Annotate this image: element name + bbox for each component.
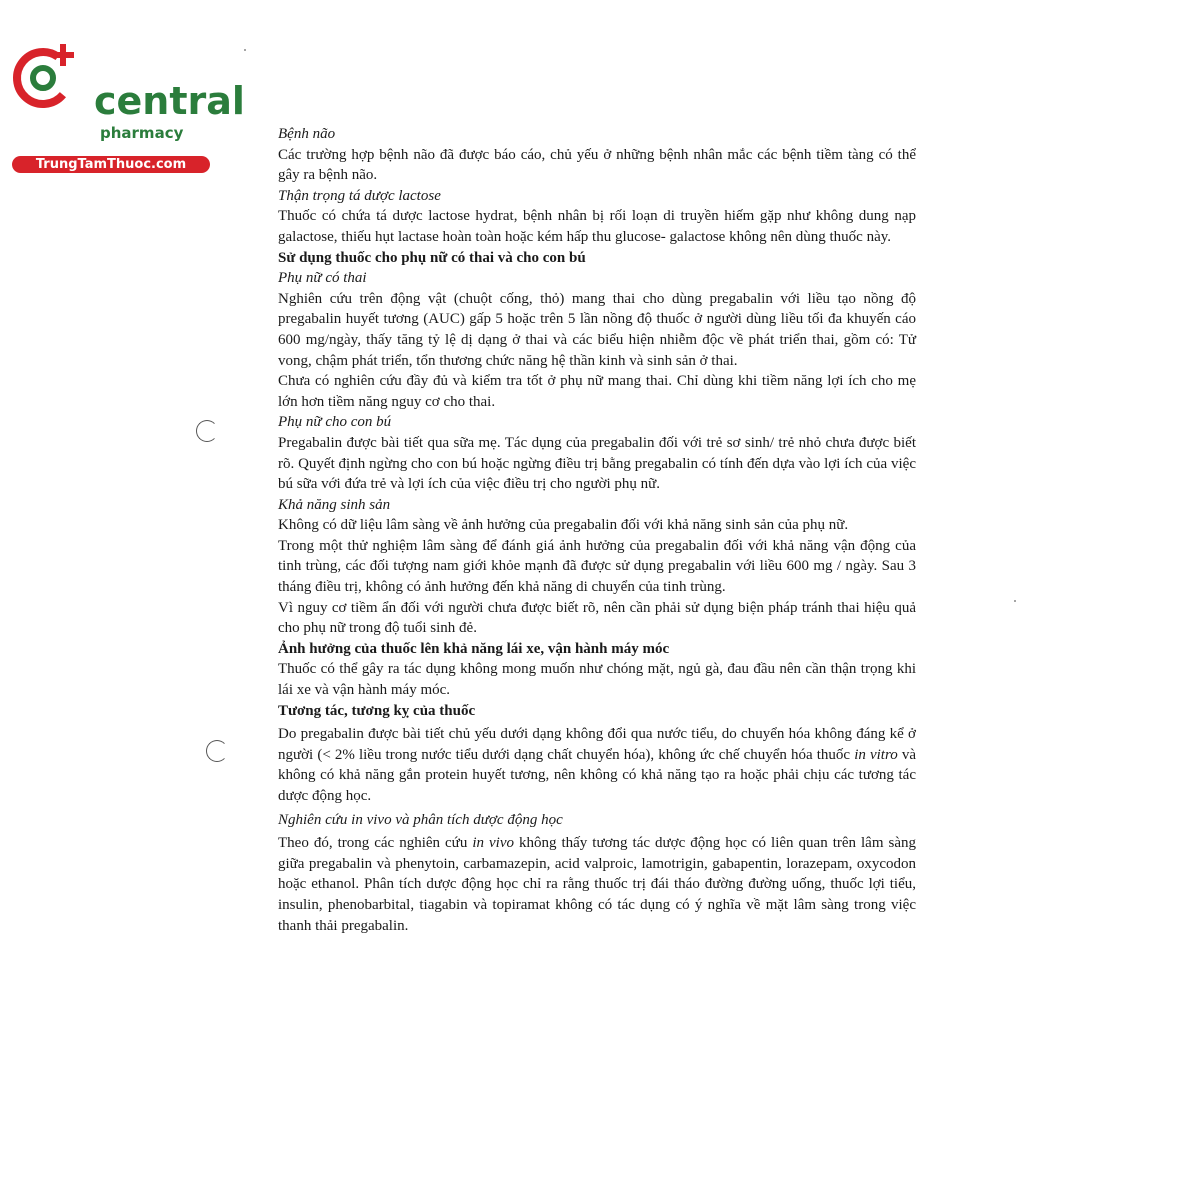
section-title: Thận trọng tá dược lactose: [278, 187, 441, 204]
subsection-title: Khả năng sinh sản: [278, 496, 391, 513]
central-pharmacy-logo: [10, 38, 245, 172]
text-run: và không có khả năng gắn protein huyết tương, nên không có khả năng tạo ra hoặc phải chịu các tương tác dược động học.: [278, 746, 916, 804]
scan-dot: [244, 49, 246, 51]
section-heading: Tương tác, tương kỵ của thuốc: [278, 702, 476, 719]
brand-website-badge: TrungTamThuoc.com: [12, 156, 210, 173]
logo-mark-icon: [10, 38, 90, 118]
subsection-title: Phụ nữ có thai: [278, 270, 367, 287]
paragraph: Các trường hợp bệnh não đã được báo cáo, chủ yếu ở những bệnh nhân mắc các bệnh tiềm tàng có thể gây ra bệnh não.: [278, 146, 916, 184]
text-run: không thấy tương tác dược động học có liên quan trên lâm sàng giữa pregabalin và phenytoin, carbamazepin, acid valproic, lamotrigin, gabapentin, lorazepam, oxycodon hoặc ethanol. Phân tích dược động học chỉ ra rằng thuốc trị đái tháo đường đường uống, thuốc lợi tiểu, insulin, phenobarbital, tiagabin và topiramat không có tác dụng có ý nghĩa về mặt lâm sàng trong việc thanh thải pregabalin.: [278, 835, 917, 934]
text-run: Do pregabalin được bài tiết chủ yếu dưới dạng không đổi qua nước tiểu, do chuyển hóa không đáng kể ở người (< 2% liều trong nước tiểu dưới dạng chất chuyển hóa), không ức chế chuyển hóa thuốc: [278, 726, 916, 763]
brand-name: central: [94, 79, 245, 123]
subsection-title: Phụ nữ cho con bú: [278, 414, 392, 431]
paragraph: Chưa có nghiên cứu đầy đủ và kiểm tra tốt ở phụ nữ mang thai. Chỉ dùng khi tiềm năng lợi ích cho mẹ lớn hơn tiềm năng nguy cơ cho thai.: [278, 373, 916, 410]
scan-dot: [1014, 600, 1016, 602]
paragraph: [278, 833, 916, 936]
paragraph: Thuốc có chứa tá dược lactose hydrat, bệnh nhân bị rối loạn di truyền hiếm gặp như không dung nạp galactose, thiếu hụt lactase hoàn toàn hoặc kém hấp thu glucose- galactose không nên dùng thuốc này.: [278, 208, 916, 245]
section-heading: Sử dụng thuốc cho phụ nữ có thai và cho con bú: [278, 249, 586, 266]
punch-hole-mark: [206, 740, 228, 762]
document-body: [278, 124, 916, 936]
italic-term: in vivo: [472, 835, 514, 852]
paragraph: Nghiên cứu trên động vật (chuột cống, thỏ) mang thai cho dùng pregabalin với liều tạo nồng độ pregabalin huyết tương (AUC) gấp 5 hoặc trên 5 lần nồng độ thuốc ở người dùng liều tối đa khuyến cáo 600 mg/ngày, thấy tăng tỷ lệ dị dạng ở thai và các biểu hiện nhiễm độc về phát triển thai, gồm có: Tử vong, chậm phát triển, tổn thương chức năng hệ thần kinh và sinh sản ở thai.: [278, 290, 916, 369]
italic-term: in vitro: [854, 746, 898, 763]
subsection-title: Nghiên cứu in vivo và phân tích dược động học: [278, 811, 563, 828]
brand-subtitle: pharmacy: [100, 124, 184, 142]
paragraph: [278, 724, 916, 806]
paragraph: Trong một thử nghiệm lâm sàng để đánh giá ảnh hưởng của pregabalin đối với khả năng vận động của tinh trùng, các đối tượng nam giới khỏe mạnh đã được sử dụng pregabalin với liều 600 mg / ngày. Sau 3 tháng điều trị, không có ảnh hưởng đến khả năng di chuyển của tinh trùng.: [278, 537, 916, 596]
text-run: Theo đó, trong các nghiên cứu: [278, 835, 473, 852]
paragraph: Pregabalin được bài tiết qua sữa mẹ. Tác dụng của pregabalin đối với trẻ sơ sinh/ trẻ nhỏ chưa được biết rõ. Quyết định ngừng cho con bú hoặc ngừng điều trị bằng pregabalin có tính đến dựa vào lợi ích của việc bú sữa với đứa trẻ và lợi ích của việc điều trị cho người phụ nữ.: [278, 434, 916, 493]
paragraph: Không có dữ liệu lâm sàng về ảnh hưởng của pregabalin đối với khả năng sinh sản của phụ nữ.: [278, 517, 849, 534]
punch-hole-mark: [196, 420, 218, 442]
paragraph: Vì nguy cơ tiềm ẩn đối với người chưa được biết rõ, nên cần phải sử dụng biện pháp tránh thai hiệu quả cho phụ nữ trong độ tuổi sinh đẻ.: [278, 599, 916, 637]
paragraph: Thuốc có thể gây ra tác dụng không mong muốn như chóng mặt, ngủ gà, đau đầu nên cần thận trọng khi lái xe và vận hành máy móc.: [278, 661, 916, 699]
section-title: Bệnh não: [278, 126, 336, 142]
section-heading: Ảnh hưởng của thuốc lên khả năng lái xe, vận hành máy móc: [278, 640, 670, 657]
